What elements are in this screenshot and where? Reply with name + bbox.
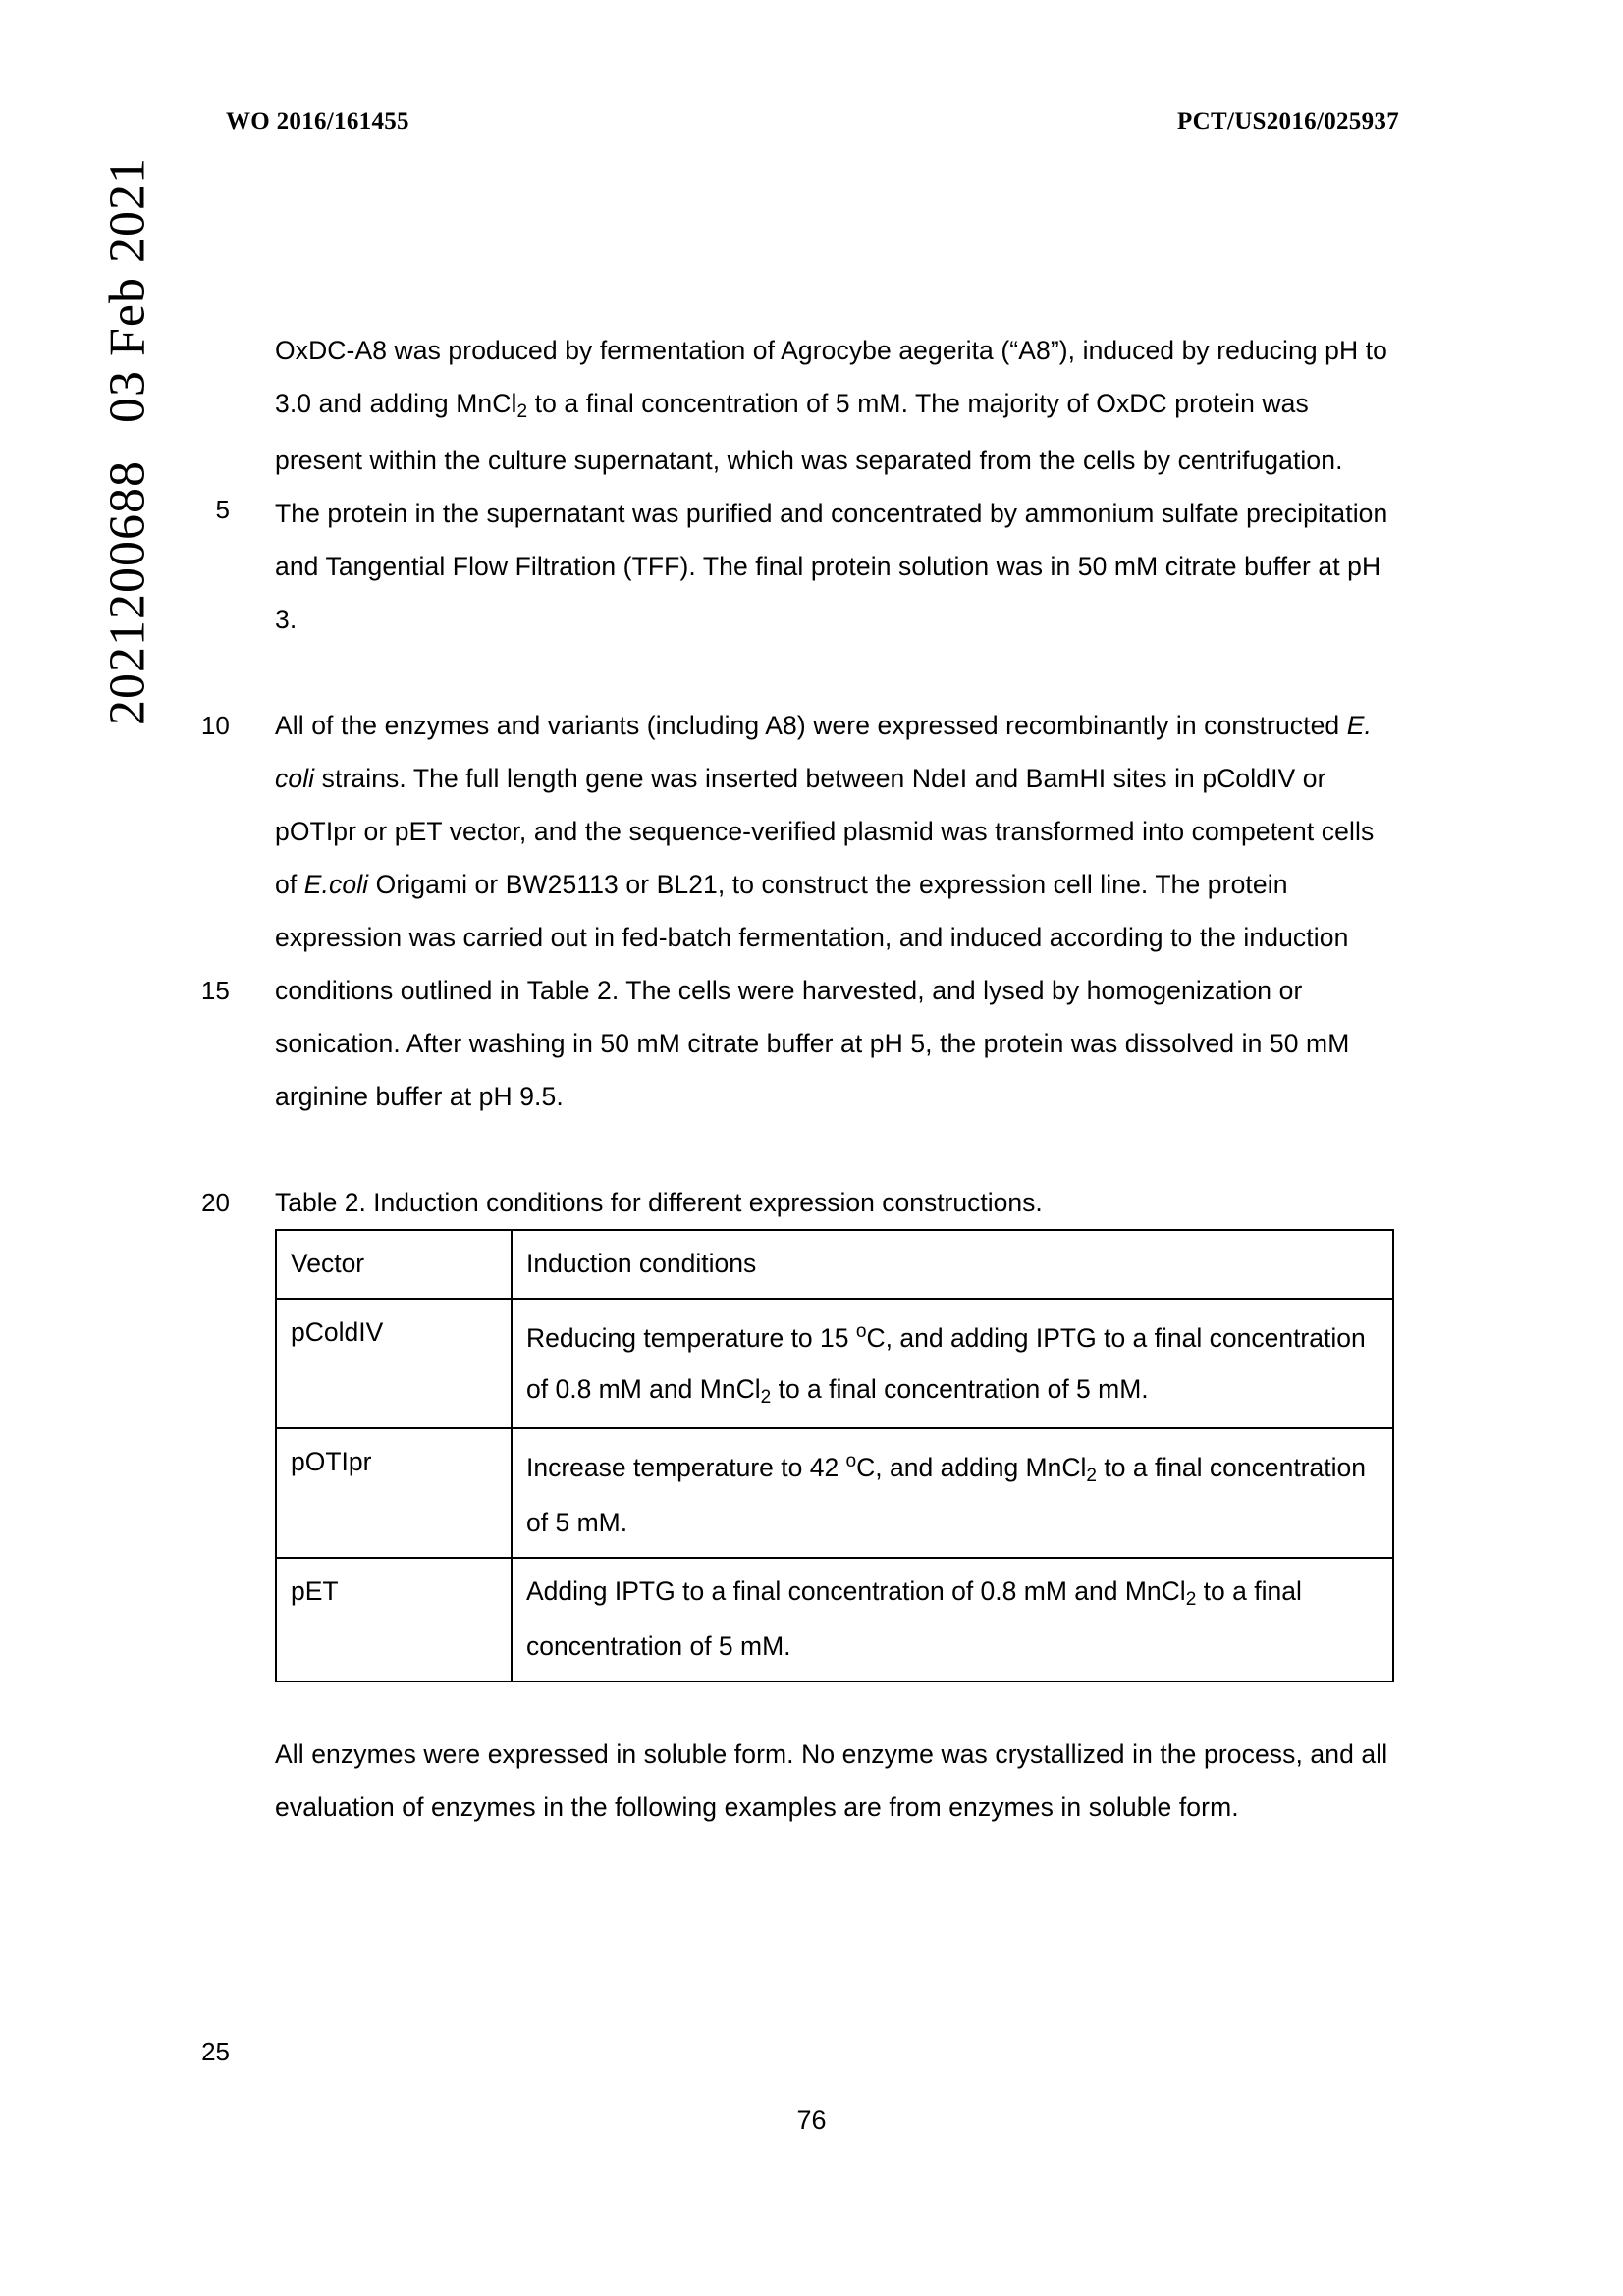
table-header-row [276, 1230, 1393, 1299]
induction-conditions-table [275, 1229, 1394, 1682]
subscript-mncl2-a: 2 [516, 401, 528, 422]
cond-text-a: Adding IPTG to a final concentration of 0.8 mM and MnCl [526, 1575, 1186, 1606]
cond-text-b: C, and adding MnCl [856, 1452, 1087, 1482]
cond-text-b: C, and adding IPTG to a final concentration of 0.8 mM and MnCl [526, 1322, 1366, 1404]
paragraph-1-text-a: OxDC-A8 was produced by fermentation of Agrocybe aegerita (“A8”), induced by reducing pH to 3.0 and adding MnCl [275, 336, 1387, 418]
cell-vector-pcoldiv: pColdIV [276, 1299, 512, 1428]
cond-text-a: Reducing temperature to 15 [526, 1322, 856, 1353]
line-number-20: 20 [201, 1188, 230, 1217]
degree-symbol: o [855, 1321, 867, 1342]
header-application-number: PCT/US2016/025937 [1177, 108, 1399, 134]
paragraph-2-italic-ecoli-2: E.coli [303, 870, 369, 899]
paragraph-1 [187, 324, 1394, 646]
document-body [187, 324, 1394, 1834]
degree-symbol: o [845, 1450, 857, 1471]
column-header-vector: Vector [276, 1230, 512, 1299]
column-header-induction-conditions: Induction conditions [512, 1230, 1393, 1299]
line-number-10: 10 [200, 711, 230, 740]
cell-conditions-pet [512, 1558, 1393, 1682]
cell-conditions-potipr [512, 1428, 1393, 1558]
paragraph-2 [187, 699, 1394, 1123]
subscript-mncl2: 2 [1086, 1465, 1098, 1486]
paragraph-2-text-b: strains. The full length gene was inserted between NdeI and BamHI sites in pColdIV or pOTIpr or pET vector, and the sequence-verified plasmid was transformed into competent cells of [275, 764, 1375, 899]
table-caption [187, 1176, 1394, 1229]
header-publication-number: WO 2016/161455 [226, 108, 409, 134]
cond-text-c: to a final concentration of 5 mM. [526, 1575, 1302, 1661]
cell-vector-pet: pET [276, 1558, 512, 1682]
cond-text-c: to a final concentration of 5 mM. [771, 1373, 1149, 1404]
subscript-mncl2: 2 [1185, 1588, 1197, 1610]
table-row [276, 1299, 1393, 1428]
line-number-15: 15 [200, 976, 230, 1005]
line-number-25: 25 [201, 2037, 230, 2066]
page-header [226, 108, 1399, 135]
cond-text-c: to a final concentration of 5 mM. [526, 1452, 1367, 1537]
side-stamp-application-number: 2021200688 [99, 460, 156, 725]
paragraph-1-text-b: to a final concentration of 5 mM. The majority of OxDC protein was present within the culture supernatant, which was separated from the cells by centrifugation. The protein in the supernatant was purified and concentrated by ammonium sulfate precipitation and Tangential Flow Filtration (TFF). The final protein solution was in 50 mM citrate buffer at pH 3. [275, 389, 1388, 634]
cell-vector-potipr: pOTIpr [276, 1428, 512, 1558]
subscript-mncl2: 2 [760, 1386, 772, 1408]
paragraph-3 [187, 1728, 1394, 1834]
cond-text-a: Increase temperature to 42 [526, 1452, 846, 1482]
cell-conditions-pcoldiv [512, 1299, 1393, 1428]
side-stamp [99, 137, 157, 746]
line-number-5: 5 [215, 495, 230, 524]
table-row [276, 1428, 1393, 1558]
paragraph-3-text: All enzymes were expressed in soluble form. No enzyme was crystallized in the process, and all evaluation of enzymes in the following examples are from enzymes in soluble form. [275, 1738, 1388, 1822]
paragraph-2-text-c: Origami or BW25113 or BL21, to construct the expression cell line. The protein expression was carried out in fed-batch fermentation, and induced according to the induction conditions outlined in Table 2. The cells were harvested, and lysed by homogenization or sonication. After washing in 50 mM citrate buffer at pH 5, the protein was dissolved in 50 mM arginine buffer at pH 9.5. [275, 870, 1350, 1111]
table-caption-text: Table 2. Induction conditions for different expression constructions. [275, 1188, 1043, 1217]
page-number: 76 [796, 2106, 827, 2135]
side-stamp-date: 03 Feb 2021 [99, 157, 156, 423]
table-row [276, 1558, 1393, 1682]
paragraph-2-text-a: All of the enzymes and variants (including A8) were expressed recombinantly in constructed [275, 711, 1347, 740]
paragraph-2-italic-ecoli-1: E. coli [275, 711, 1372, 793]
